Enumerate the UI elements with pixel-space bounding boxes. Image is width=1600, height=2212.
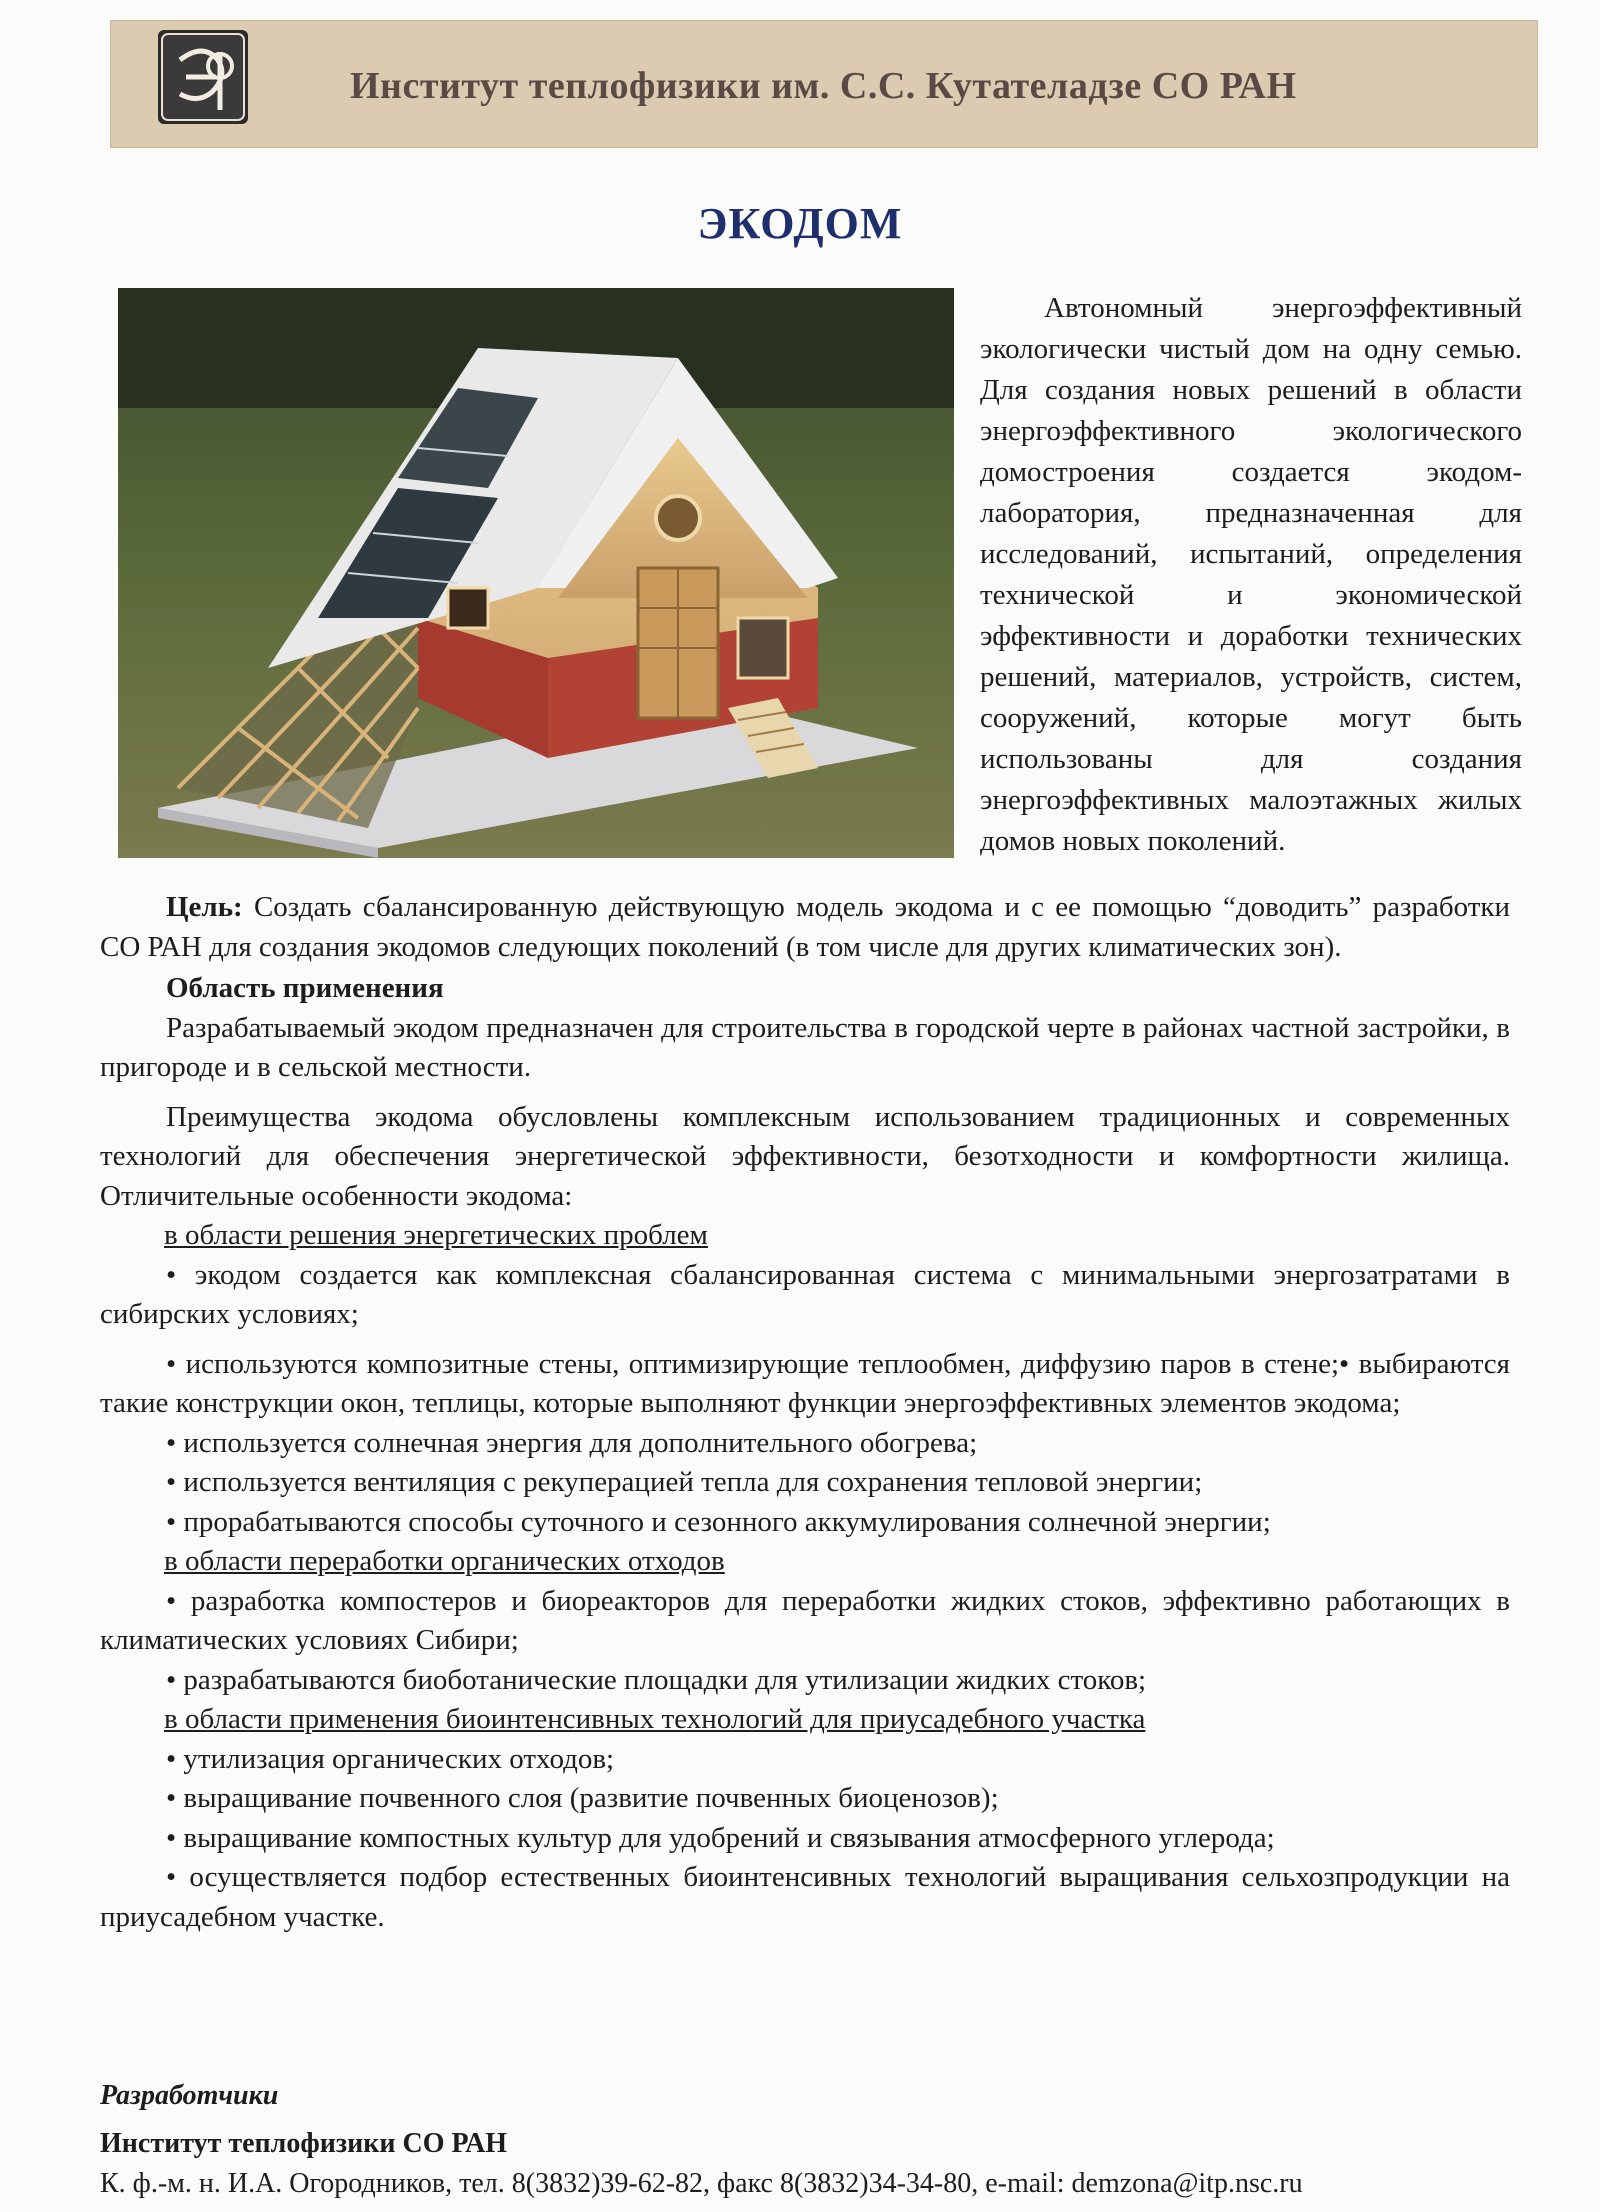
ecohouse-model-photo — [118, 288, 954, 858]
list-item: • используется вентиляция с рекуперацией тепла для сохранения тепловой энергии; — [166, 1466, 1203, 1498]
list-item: • утилизация органических отходов; — [166, 1742, 615, 1775]
list-item: • разработка компостеров и биореакторов для переработки жидких стоков, эффективно работающих в климатических условиях Сибири; — [100, 1584, 1510, 1656]
list-item: • разрабатываются биоботанические площадки для утилизации жидких стоков; — [166, 1663, 1147, 1696]
developers-label: Разработчики — [100, 2080, 279, 2111]
list-item: • выращивание компостных культур для удобрений и связывания атмосферного углерода; — [166, 1821, 1275, 1854]
footer — [100, 2076, 1520, 2204]
list-item: • экодом создается как комплексная сбалансированная система с минимальными энергозатратами в сибирских условиях; — [100, 1258, 1510, 1330]
institute-name: Институт теплофизики им. С.С. Кутателадзе СО РАН — [350, 65, 1297, 107]
list-item: • используются композитные стены, оптимизирующие теплообмен, диффузию паров в стене;• выбираются такие конструкции окон, теплицы, которые выполняют функции энергоэффективных элементов экодома; — [100, 1347, 1510, 1419]
list-item: • используется солнечная энергия для дополнительного обогрева; — [166, 1426, 978, 1459]
goal-label: Цель: — [166, 891, 243, 923]
application-heading: Область применения — [166, 972, 444, 1004]
list-item: • осуществляется подбор естественных биоинтенсивных технологий выращивания сельхозпродукции на приусадебном участке. — [100, 1861, 1510, 1933]
section-title-waste: в области переработки органических отходов — [164, 1545, 725, 1577]
institute-logo — [158, 30, 248, 124]
goal-text: Создать сбалансированную действующую модель экодома и с ее помощью “доводить” разработки СО РАН для создания экодомов следующих поколений (в том числе для других климатических зон). — [100, 891, 1510, 963]
application-text: Разрабатываемый экодом предназначен для строительства в городской черте в районах частной застройки, в пригороде и в сельской местности. — [100, 1011, 1510, 1083]
list-item: • выращивание почвенного слоя (развитие почвенных биоценозов); — [166, 1782, 999, 1814]
contact-line: К. ф.-м. н. И.А. Огородников, тел. 8(3832)39-62-82, факс 8(3832)34-34-80, e-mail: demzona@itp.nsc.ru — [100, 2168, 1303, 2199]
page-title: ЭКОДОМ — [697, 199, 903, 248]
list-item: • прорабатываются способы суточного и сезонного аккумулирования солнечной энергии; — [166, 1505, 1271, 1538]
header-banner — [110, 20, 1538, 148]
intro-paragraph: Автономный энергоэффективный экологически чистый дом на одну семью. Для создания новых решений в области энергоэффективного экологического домостроения создается экодом-лаборатория, предназначенная для исследований, испытаний, определения технической и экономической эффективности и доработки технических решений, материалов, устройств, систем, сооружений, которые могут быть использованы для создания энергоэффективных малоэтажных жилых домов новых поколений. — [980, 292, 1522, 857]
goal-paragraph — [100, 888, 1510, 967]
developer-org: Институт теплофизики СО РАН — [100, 2128, 508, 2159]
section-title-energy: в области решения энергетических проблем — [164, 1219, 708, 1251]
section-title-bio: в области применения биоинтенсивных технологий для приусадебного участка — [164, 1703, 1146, 1735]
advantages-paragraph: Преимущества экодома обусловлены комплексным использованием традиционных и современных технологий для обеспечения энергетической эффективности, безотходности и комфортности жилища. Отличительные особенности экодома: — [100, 1100, 1510, 1212]
main-text — [100, 888, 1510, 1937]
